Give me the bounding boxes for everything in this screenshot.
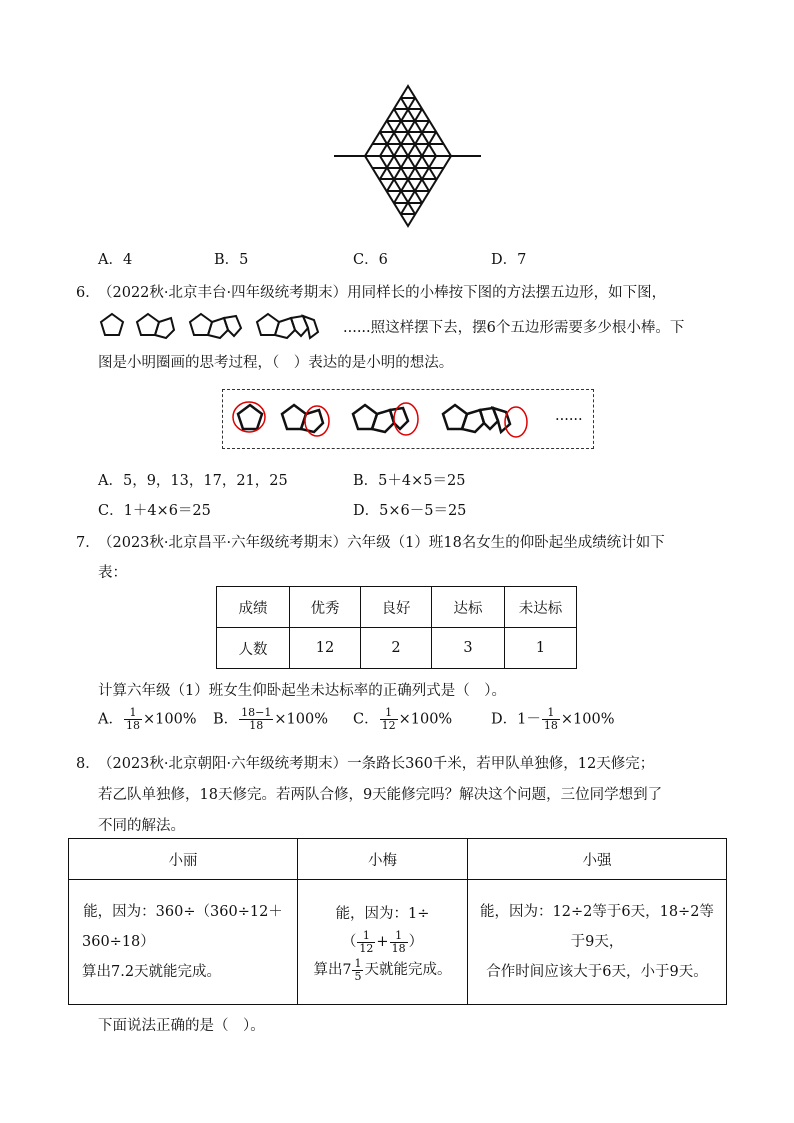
fraction-numerator: 1 [354,956,362,970]
q8-number: 8． [76,756,100,772]
fraction [542,707,560,732]
q5-option-b[interactable]: B．5 [214,252,249,268]
fraction-numerator: 1 [357,930,375,943]
fraction-denominator: 12 [359,941,374,955]
q7-option-c-tail: ×100% [398,711,453,728]
fraction [239,707,273,732]
q8-xiaomei-post: 天就能完成。 [364,962,452,978]
mixed-number-whole: 7 [342,962,352,978]
q8-cell-xiaomei [298,880,468,1005]
q7-table-header: 达标 [432,587,505,628]
q5-option-a[interactable]: A．4 [98,252,133,268]
fraction-numerator: 1 [124,707,142,720]
q7-option-c-label: C． [353,711,379,728]
q8-table-header-xiaomei: 小梅 [298,839,468,880]
q7-table-cell: 3 [432,628,505,669]
q6-text-line3: 图是小明圈画的思考过程，（ ）表达的是小明的想法。 [98,355,454,371]
q8-text-line1: （2023秋·北京朝阳·六年级统考期末）一条路长360千米，若甲队单独修，12天修完； [98,756,655,772]
fraction-denominator: 5 [354,969,362,983]
q8-table-header-xiaoqiang: 小强 [468,839,727,880]
q6-option-a[interactable]: A．5，9，13，17，21，25 [98,473,288,489]
fraction [124,707,142,732]
q8-xiaomei-line1: 能，因为：1÷ [335,906,430,922]
q7-option-d[interactable] [491,707,614,732]
q8-xiaomei-pre: 算出 [313,962,343,978]
q6-circled-pentagons-figure [222,389,592,447]
fraction-numerator: 18−1 [241,706,272,719]
q7-table-header: 未达标 [505,587,577,628]
q7-table-header: 成绩 [217,587,290,628]
q6-option-d[interactable]: D．5×6－5＝25 [353,503,467,519]
paren-close: ） [408,934,424,950]
q8-xiaoqiang-line: 合作时间应该大于6天，小于9天。 [486,964,708,980]
diamond-triangle-figure [330,82,485,232]
fraction [352,958,363,983]
q7-score-table [216,586,577,669]
q7-text-line2: 表： [98,565,127,581]
fraction [357,930,375,955]
fraction-denominator: 18 [249,719,264,732]
q7-option-d-tail: ×100% [560,711,615,728]
fraction [380,707,398,732]
q7-option-b[interactable] [213,707,328,732]
q7-option-b-tail: ×100% [274,711,328,728]
pentagon-sequence-figure [98,308,343,344]
q8-text-line3: 不同的解法。 [98,818,185,834]
fraction-denominator: 18 [543,719,558,732]
q8-solutions-table [68,838,727,1005]
q8-xiaomei-line3 [299,956,466,984]
fraction [390,930,408,955]
q7-table-cell: 1 [505,628,577,669]
q7-option-a[interactable] [98,707,197,732]
q7-option-d-label: D． [491,711,518,728]
q6-text-line1: （2022秋·北京丰台·四年级统考期末）用同样长的小棒按下图的方法摆五边形，如下图， [98,285,667,301]
q8-cell-xiaoqiang [468,880,727,1005]
q8-xiaoqiang-line: 能，因为：12÷2等于6天，18÷2等 [480,904,714,920]
plus-sign: + [376,934,389,950]
q7-question: 计算六年级（1）班女生仰卧起坐未达标率的正确列式是（ ）。 [98,683,506,699]
paren-open: （ [341,934,357,950]
q8-xiaoli-line: 360÷18） [82,934,155,950]
q8-text-line2: 若乙队单独修，18天修完。若两队合修，9天能修完吗？解决这个问题，三位同学想到了 [98,787,663,803]
q5-option-c[interactable]: C．6 [353,252,388,268]
fraction-numerator: 1 [390,930,408,943]
q5-option-d[interactable]: D．7 [491,252,527,268]
q8-cell-xiaoli [69,880,298,1005]
q7-option-d-prefix: 1－ [517,711,541,728]
q7-text-line1: （2023秋·北京昌平·六年级统考期末）六年级（1）班18名女生的仰卧起坐成绩统计如下 [98,535,665,551]
q8-table-header-xiaoli: 小丽 [69,839,298,880]
fraction-denominator: 18 [125,719,140,732]
fraction-numerator: 1 [380,707,398,720]
q7-table-cell: 人数 [217,628,290,669]
q7-option-c[interactable] [353,707,452,732]
q6-text-line2: ......照这样摆下去，摆6个五边形需要多少根小棒。下 [343,320,685,336]
q7-number: 7． [76,535,100,551]
fraction-denominator: 12 [381,719,396,732]
q7-table-header: 良好 [361,587,432,628]
q6-option-c[interactable]: C．1＋4×6＝25 [98,503,211,519]
q7-table-cell: 2 [361,628,432,669]
q6-ellipsis: ...... [555,408,583,424]
q7-table-cell: 12 [290,628,361,669]
q8-question: 下面说法正确的是（ ）。 [98,1018,265,1034]
q8-xiaomei-expression [299,928,466,956]
q8-xiaoli-line: 算出7.2天就能完成。 [82,964,222,980]
q6-option-b[interactable]: B．5＋4×5＝25 [353,473,466,489]
fraction-numerator: 1 [542,707,560,720]
q7-option-a-tail: ×100% [142,711,197,728]
q7-table-header: 优秀 [290,587,361,628]
q8-xiaoqiang-line: 于9天， [570,934,624,950]
q7-option-a-label: A． [98,711,123,728]
q6-number: 6． [76,285,100,301]
q7-option-b-label: B． [213,711,239,728]
fraction-denominator: 18 [391,941,406,955]
q8-xiaoli-line: 能，因为：360÷（360÷12＋ [83,904,283,920]
